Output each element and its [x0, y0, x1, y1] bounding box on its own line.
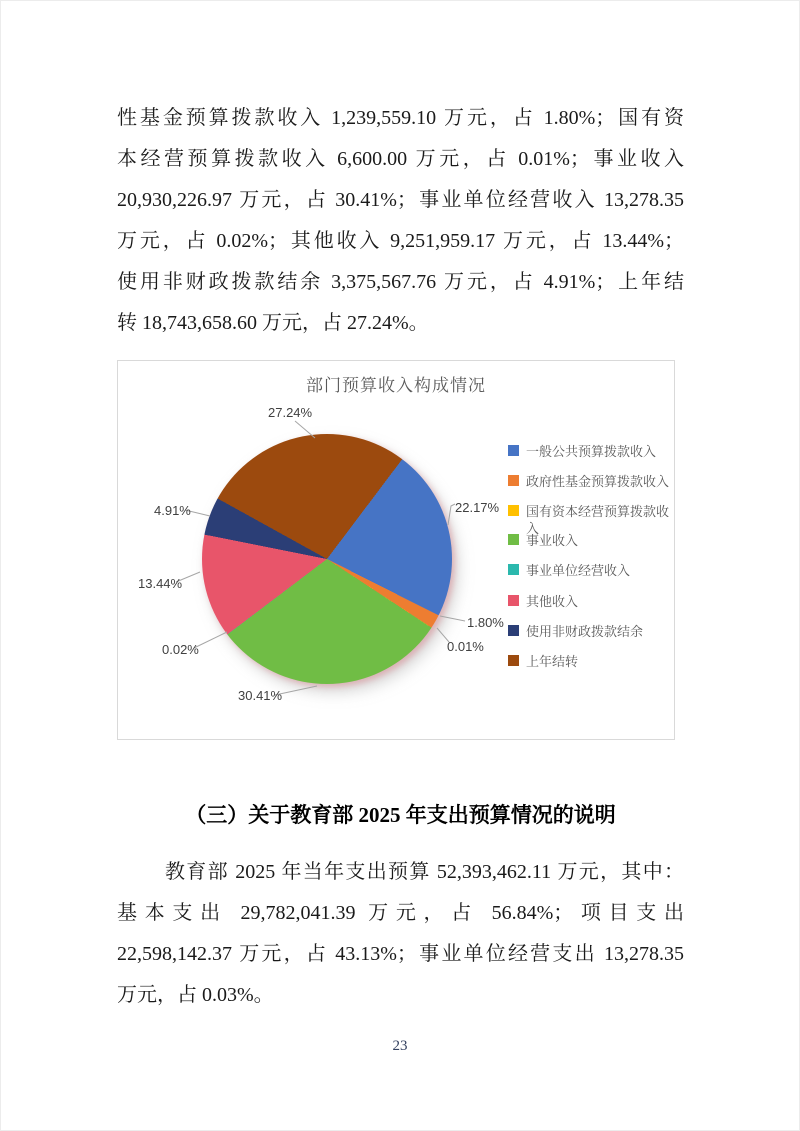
- legend-label: 国有资本经营预算拨款收入: [526, 504, 670, 536]
- paragraph-line: 22,598,142.37 万元，占 43.13%；事业单位经营支出 13,278.35: [117, 943, 684, 965]
- leader-lines: [118, 361, 674, 739]
- paragraph-line: 性基金预算拨款收入 1,239,559.10 万元，占 1.80%；国有资: [117, 107, 684, 129]
- paragraph-expenditure-details: [117, 852, 684, 1016]
- paragraph-line: 基本支出 29,782,041.39 万元，占 56.84%；项目支出: [117, 902, 684, 924]
- legend-swatch: [508, 625, 519, 636]
- paragraph-line: 教育部 2025 年当年支出预算 52,393,462.11 万元，其中：: [165, 861, 684, 883]
- leader-line: [440, 616, 465, 621]
- legend-swatch: [508, 475, 519, 486]
- legend-item: [508, 532, 578, 549]
- legend-label: 一般公共预算拨款收入: [526, 444, 657, 459]
- legend-swatch: [508, 445, 519, 456]
- pie-label-carryover: 27.24%: [268, 405, 313, 420]
- legend-item: [508, 562, 630, 579]
- chart-title: 部门预算收入构成情况: [306, 376, 486, 395]
- paragraph-line: 20,930,226.97 万元，占 30.41%；事业单位经营收入 13,278.35: [117, 189, 684, 211]
- legend-swatch: [508, 655, 519, 666]
- legend-label: 政府性基金预算拨款收入: [526, 474, 670, 489]
- legend-item: [508, 593, 578, 610]
- legend-label: 上年结转: [526, 654, 579, 669]
- paragraph-income-details: [117, 98, 684, 344]
- legend-item: [508, 653, 578, 670]
- legend-label: 其他收入: [526, 594, 579, 609]
- pie-label-institution: 30.41%: [238, 688, 283, 703]
- legend-item: [508, 623, 643, 640]
- legend-item: [508, 473, 669, 490]
- pie-label-nonfiscal: 4.91%: [154, 503, 191, 518]
- legend-swatch: [508, 564, 519, 575]
- legend-label: 事业收入: [526, 533, 579, 548]
- pie-label-general-public: 22.17%: [455, 500, 500, 515]
- pie-label-state-capital: 0.01%: [447, 639, 484, 654]
- legend-item: [508, 443, 656, 460]
- income-composition-chart: [117, 360, 675, 740]
- paragraph-line: 本经营预算拨款收入 6,600.00 万元，占 0.01%；事业收入: [117, 148, 684, 170]
- legend-swatch: [508, 595, 519, 606]
- pie-label-operating-income: 0.02%: [162, 642, 199, 657]
- pie-label-other-income: 13.44%: [138, 576, 183, 591]
- pie-label-gov-fund: 1.80%: [467, 615, 504, 630]
- paragraph-line: 转 18,743,658.60 万元，占 27.24%。: [117, 312, 429, 334]
- section-heading: （三）关于教育部 2025 年支出预算情况的说明: [185, 803, 616, 827]
- legend-label: 使用非财政拨款结余: [526, 624, 644, 639]
- paragraph-line: 万元，占 0.02%；其他收入 9,251,959.17 万元，占 13.44%；: [117, 230, 684, 252]
- legend-swatch: [508, 505, 519, 516]
- page-number: 23: [392, 1038, 408, 1054]
- leader-line: [448, 504, 455, 525]
- legend-label: 事业单位经营收入: [526, 563, 631, 578]
- paragraph-line: 使用非财政拨款结余 3,375,567.76 万元，占 4.91%；上年结: [117, 271, 684, 293]
- leader-line: [295, 421, 315, 438]
- legend-swatch: [508, 534, 519, 545]
- paragraph-line: 万元，占 0.03%。: [117, 984, 274, 1006]
